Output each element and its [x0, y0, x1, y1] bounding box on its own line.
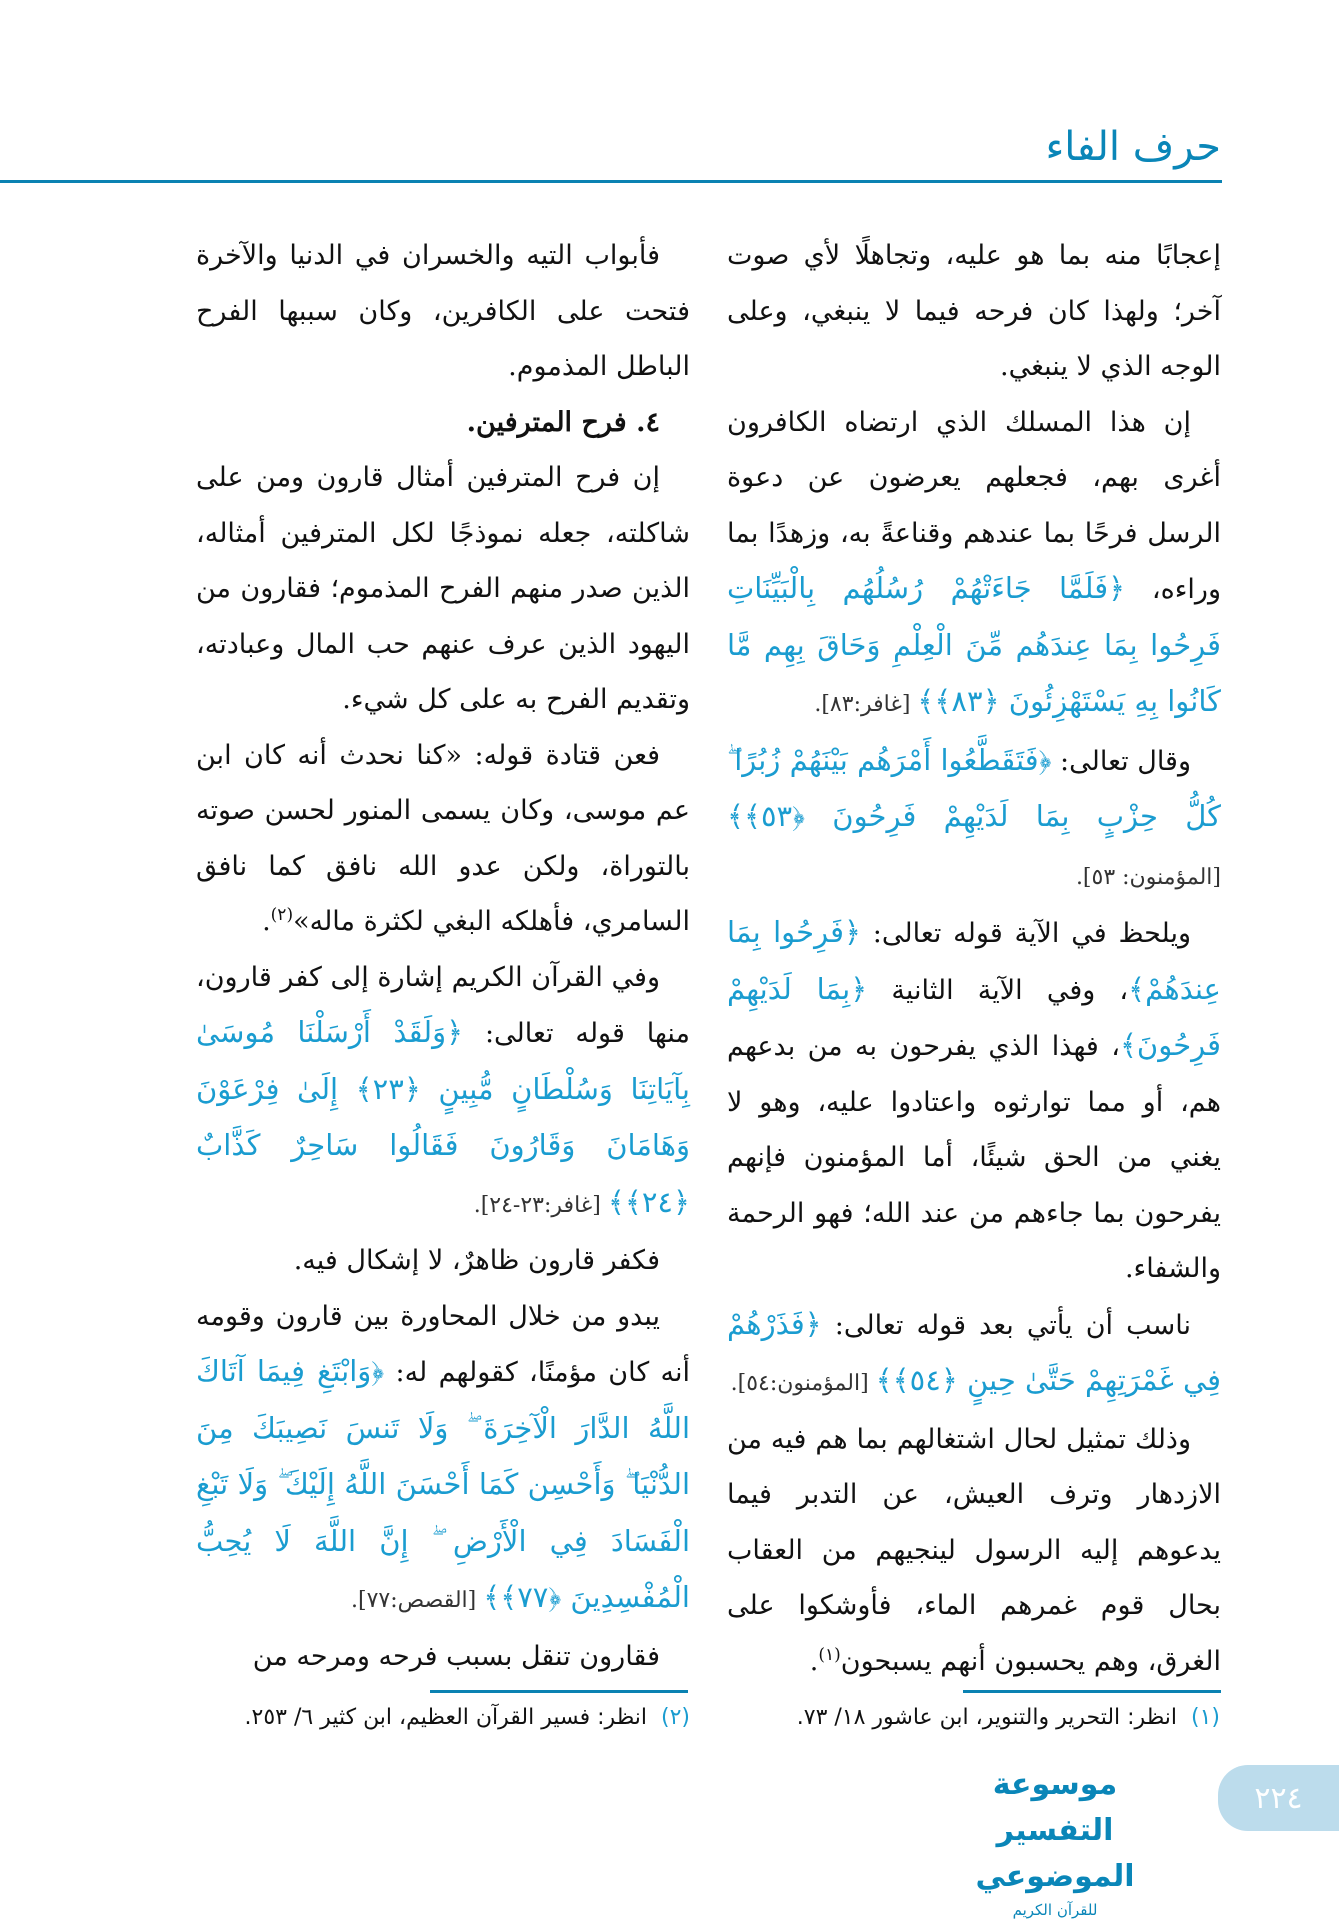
body-text: وفي القرآن الكريم إشارة إلى كفر قارون، منها قوله تعالى:: [196, 961, 690, 1049]
body-text: إن فرح المترفين أمثال قارون ومن على شاكلته، جعله نموذجًا لكل المترفين أمثاله، الذين صدر منهم الفرح المذموم؛ فقارون من اليهود الذين عرف عنهم حب المال وعبادته، وتقديم الفرح به على كل شيء.: [196, 462, 690, 715]
body-text: فقارون تنقل بسبب فرحه ومرحه من: [252, 1640, 660, 1672]
footnote-number: (١): [1190, 1705, 1220, 1730]
body-text: .: [262, 906, 271, 937]
footnote-text: انظر: فسير القرآن العظيم، ابن كثير ٦/ ٢٥٣.: [244, 1705, 647, 1730]
paragraph: [727, 395, 1221, 733]
left-column: [196, 228, 690, 1684]
body-text: فأبواب التيه والخسران في الدنيا والآخرة فتحت على الكافرين، وكان سببها الفرح الباطل المذموم.: [196, 240, 690, 382]
body-text: إعجابًا منه بما هو عليه، وتجاهلًا لأي صوت آخر؛ ولهذا كان فرحه فيما لا ينبغي، وعلى الوجه الذي لا ينبغي.: [727, 240, 1221, 382]
paragraph: [727, 905, 1221, 1297]
body-text: ، وفي الآية الثانية: [867, 974, 1129, 1006]
verse-reference: [غافر:٨٣].: [814, 692, 918, 717]
paragraph: [196, 450, 690, 728]
paragraph: [196, 1289, 690, 1629]
paragraph: [196, 228, 690, 395]
quran-verse: ﴿بِمَا لَدَيْهِمْ فَرِحُونَ﴾: [727, 971, 1221, 1062]
footnote-marker: (٢): [270, 905, 294, 925]
verse-reference: [القصص:٧٧].: [351, 1588, 484, 1613]
paragraph: [196, 1233, 690, 1289]
footnote-divider: [963, 1690, 1221, 1693]
paragraph: [196, 1629, 690, 1685]
footnote-2: [245, 1705, 691, 1730]
footnote-divider: [430, 1690, 688, 1693]
body-text: ناسب أن يأتي بعد قوله تعالى:: [821, 1309, 1191, 1341]
body-text: يبدو من خلال المحاورة بين قارون وقومه أنه كان مؤمنًا، كقولهم له:: [196, 1300, 690, 1388]
chapter-title: حرف الفاء: [1045, 124, 1221, 170]
footnote-marker: (١): [818, 1644, 841, 1665]
verse-reference: [غافر:٢٣-٢٤].: [473, 1192, 608, 1218]
paragraph: [727, 733, 1221, 906]
quran-verse: ﴿وَابْتَغِ فِيمَا آتَاكَ اللَّهُ الدَّارَ الْآخِرَةَ ۖ وَلَا تَنسَ نَصِيبَكَ مِنَ الدُّنْيَا ۖ وَأَحْسِن كَمَا أَحْسَنَ اللَّهُ إِلَيْكَ ۖ وَلَا تَبْغِ الْفَسَادَ فِي الْأَرْضِ ۖ إِنَّ اللَّهَ لَا يُحِبُّ الْمُفْسِدِينَ ﴿٧٧﴾﴾: [196, 1354, 690, 1614]
body-text: ، فهذا الذي يفرحون به من بدعهم هم، أو مما توارثوه واعتادوا عليه، وهو لا يغني من الحق شيئًا، أما المؤمنون فإنهم يفرحون بما جاءهم من عند الله؛ فهو الرحمة والشفاء.: [727, 1031, 1221, 1284]
paragraph: [727, 228, 1221, 395]
quran-verse: ﴿فَتَقَطَّعُوا أَمْرَهُم بَيْنَهُمْ زُبُرًا ۖ كُلُّ حِزْبٍ بِمَا لَدَيْهِمْ فَرِحُونَ ﴿٥٣﴾﴾: [727, 742, 1221, 833]
paragraph: [727, 1412, 1221, 1690]
body-text: ويلحظ في الآية قوله تعالى:: [860, 918, 1192, 949]
encyclopedia-logo: [930, 1762, 1180, 1919]
body-text: وذلك تمثيل لحال اشتغالهم بما هم فيه من الازدهار وترف العيش، عن التدبر فيما يدعوهم إليه الرسول لينجيهم من العقاب بحال قوم غمرهم الماء، فأوشكوا على الغرق، وهم يحسبون أنهم يسبحون: [727, 1423, 1221, 1677]
quran-verse: ﴿فَلَمَّا جَاءَتْهُمْ رُسُلُهُم بِالْبَيِّنَاتِ فَرِحُوا بِمَا عِندَهُم مِّنَ الْعِلْمِ وَحَاقَ بِهِم مَّا كَانُوا بِهِ يَسْتَهْزِئُونَ ﴿٨٣﴾﴾: [727, 571, 1221, 718]
logo-title: موسوعة التفسير الموضوعي: [975, 1767, 1135, 1894]
body-text: .: [809, 1645, 819, 1677]
body-text: ٤. فرح المترفين.: [466, 406, 660, 438]
footnote-1: [797, 1705, 1220, 1730]
logo-subtitle: للقرآن الكريم: [1012, 1901, 1098, 1919]
page-number: ٢٢٤: [1218, 1765, 1339, 1831]
quran-verse: ﴿فَرِحُوا بِمَا عِندَهُمْ﴾: [727, 915, 1221, 1006]
body-text: فعن قتادة قوله: «كنا نحدث أنه كان ابن عم موسى، وكان يسمى المنور لحسن صوته بالتوراة، ولكن عدو الله نافق كما نافق السامري، فأهلكه البغي لكثرة ماله»: [196, 739, 690, 937]
quran-verse: ﴿وَلَقَدْ أَرْسَلْنَا مُوسَىٰ بِآيَاتِنَا وَسُلْطَانٍ مُّبِينٍ ﴿٢٣﴾ إِلَىٰ فِرْعَوْنَ وَهَامَانَ وَقَارُونَ فَقَالُوا سَاحِرٌ كَذَّابٌ ﴿٢٤﴾﴾: [196, 1015, 690, 1219]
paragraph: [727, 1297, 1221, 1412]
right-column: [727, 228, 1221, 1689]
footnote-text: انظر: التحرير والتنوير، ابن عاشور ١٨/ ٧٣.: [796, 1705, 1177, 1730]
verse-reference: [المؤمنون:٥٤].: [730, 1371, 876, 1396]
section-heading: [196, 395, 690, 451]
body-text: وقال تعالى:: [1051, 745, 1191, 777]
paragraph: [196, 728, 690, 950]
verse-reference: [المؤمنون: ٥٣].: [1075, 864, 1221, 890]
header-divider: [0, 180, 1222, 183]
footnote-number: (٢): [660, 1705, 690, 1730]
quran-verse: ﴿فَذَرْهُمْ فِي غَمْرَتِهِمْ حَتَّىٰ حِينٍ ﴿٥٤﴾﴾: [727, 1306, 1221, 1397]
body-text: إن هذا المسلك الذي ارتضاه الكافرون أغرى بهم، فجعلهم يعرضون عن دعوة الرسل فرحًا بما عندهم وقناعةً به، وزهدًا بما وراءه،: [727, 406, 1221, 605]
paragraph: [196, 950, 690, 1234]
body-text: فكفر قارون ظاهرٌ، لا إشكال فيه.: [293, 1245, 660, 1276]
